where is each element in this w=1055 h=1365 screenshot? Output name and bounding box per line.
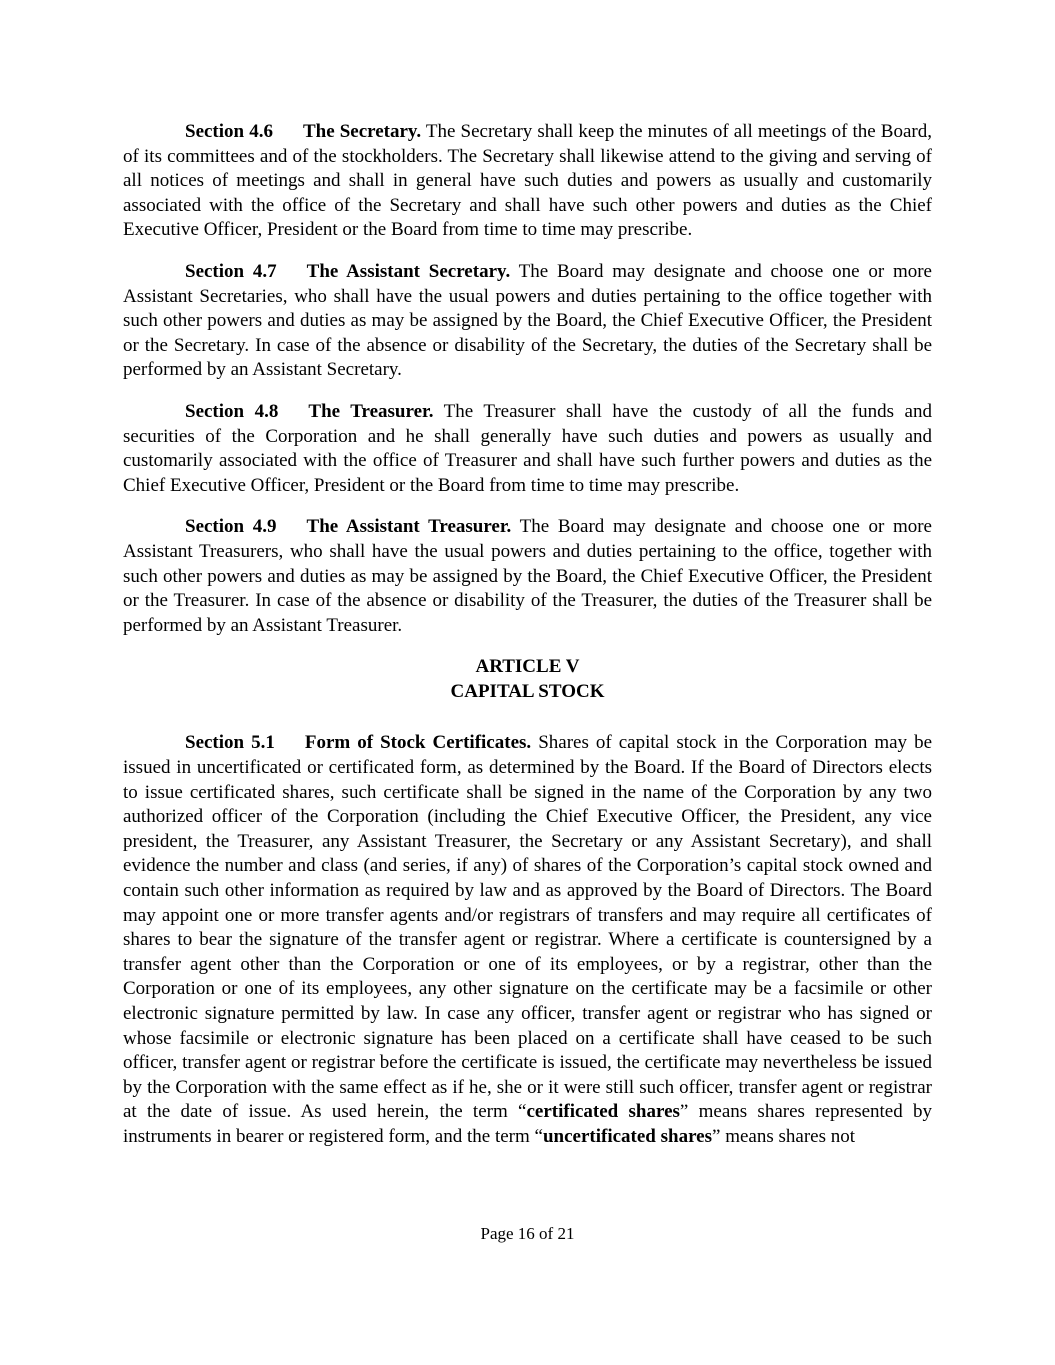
section-label: Section 4.9 [185,516,277,538]
section-body: The Secretary shall keep the minutes of all meetings of the Board, of its committees and of the stockholders. The Secretary shall likewise attend to the giving and serving of all notices of meetings and shall in general have such duties and powers as usually and customarily associated with the office of the Secretary and shall have such other powers and duties as the Chief Executive Officer, President or the Board from time to time may prescribe. [123,121,932,241]
article-heading [123,655,932,704]
section-body: The Treasurer shall have the custody of all the funds and securities of the Corporation and he shall generally have such duties and powers as usually and customarily associated with the office of Treasurer and shall have such further powers and duties as the Chief Executive Officer, President or the Board from time to time may prescribe. [123,400,932,496]
section-label: Section 5.1 [185,732,275,754]
section-title: Form of Stock Certificates. [304,732,532,754]
section-label: Section 4.8 [185,400,279,422]
page-footer: Page 16 of 21 [480,1224,575,1243]
section-body: The Board may designate and choose one or more Assistant Secretaries, who shall have the usual powers and duties pertaining to the office together with such other powers and duties as may be assigned by the Board, the Chief Executive Officer, the President or the Secretary. In case of the absence or disability of the Secretary, the duties of the Secretary shall be performed by an Assistant Secretary. [123,260,932,381]
section-title: The Secretary. [302,121,422,142]
section-paragraph-5-1 [123,731,932,1149]
article-heading-line2: CAPITAL STOCK [450,680,605,702]
section-title: The Assistant Secretary. [306,260,511,282]
section-paragraph-4-9 [123,515,932,638]
section-paragraph-4-7 [123,260,932,383]
section-paragraph-4-8 [123,400,932,498]
section-label: Section 4.7 [185,260,277,282]
section-title: The Assistant Treasurer. [306,516,512,538]
section-body: The Board may designate and choose one or more Assistant Treasurers, who shall have the usual powers and duties pertaining to the office, together with such other powers and duties as may be assigned by the Board, the Chief Executive Officer, the President or the Treasurer. In case of the absence or disability of the Treasurer, the duties of the Treasurer shall be performed by an Assistant Treasurer. [123,516,932,636]
section-body: Shares of capital stock in the Corporation may be issued in uncertificated or certificated form, as determined by the Board. If the Board of Directors elects to issue certificated shares, such certificate shall be signed in the name of the Corporation by any two authorized officer of the Corporation (including the Chief Executive Officer, the President, any vice president, the Treasurer, any Assistant Treasurer, the Secretary or any Assistant Secretary), and shall evidence the number and class (and series, if any) of shares of the Corporation’s capital stock owned and contain such other information as required by law and as approved by the Board of Directors. The Board may appoint one or more transfer agents and/or registrars of transfers and may require all certificates of shares to bear the signature of the transfer agent or registrar. Where a certificate is countersigned by a transfer agent other than the Corporation or one of its employees, or by a registrar, other than the Corporation or one of its employees, any other signature on the certificate may be a facsimile or other electronic signature permitted by law. In case any officer, transfer agent or registrar who has signed or whose facsimile or electronic signature has been placed on a certificate shall have ceased to be such officer, transfer agent or registrar before the certificate is issued, the certificate may nevertheless be issued by the Corporation with the same effect as if he, she or it were still such officer, transfer agent or registrar at the date of issue. As used herein, the term “certificated shares” means shares represented by instruments in bearer or registered form, and the term “uncertificated shares” means shares not [123,732,933,1147]
section-title: The Treasurer. [308,400,434,422]
article-heading-line1: ARTICLE V [475,656,580,678]
section-label: Section 4.6 [185,121,273,142]
section-paragraph-4-6 [123,120,932,243]
